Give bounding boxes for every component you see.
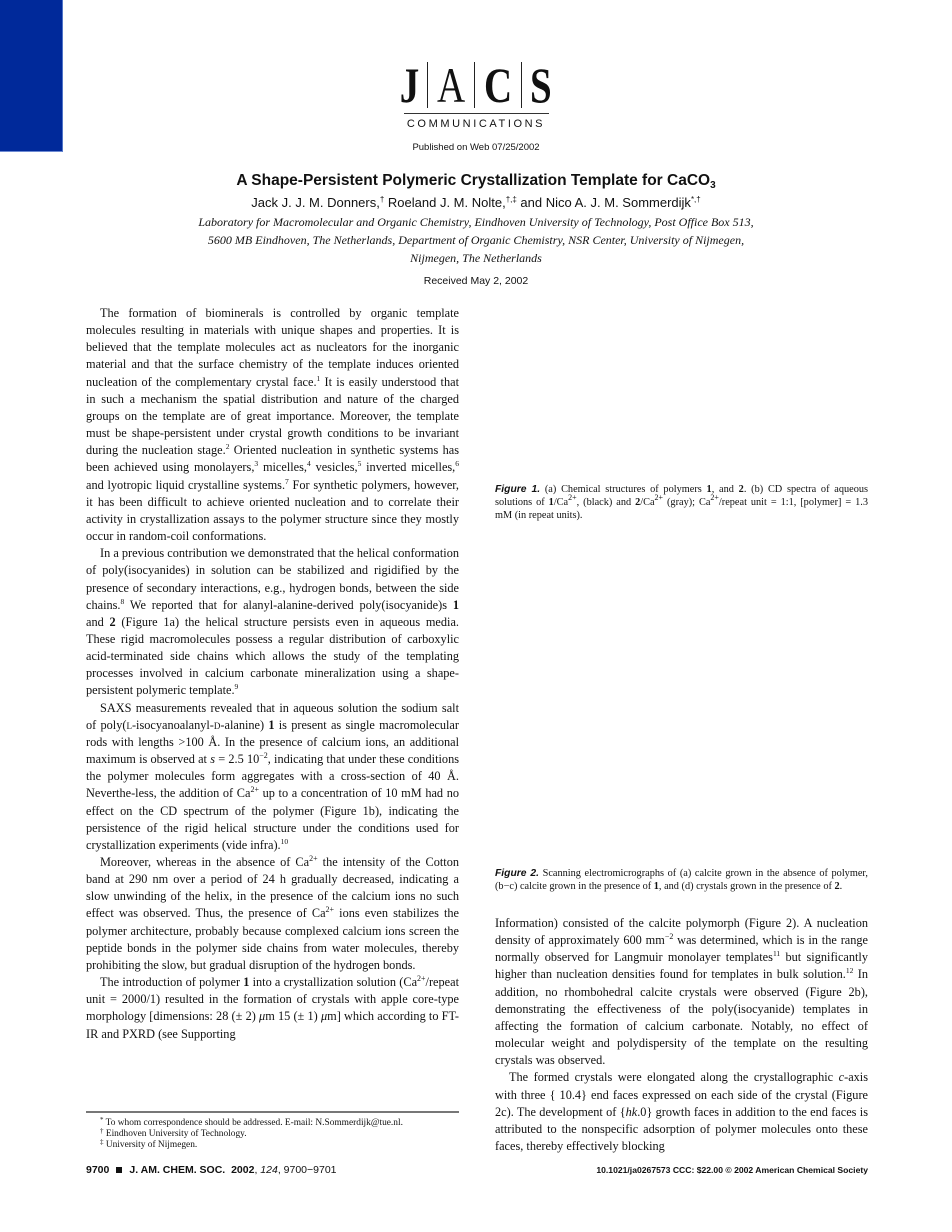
logo-letter-c: C xyxy=(484,57,513,113)
figure-2-caption xyxy=(495,867,868,893)
reference-marker[interactable]: 9 xyxy=(234,682,239,692)
logo-divider xyxy=(521,62,522,108)
right-column xyxy=(495,915,868,1155)
reference-marker[interactable]: 1 xyxy=(316,373,321,383)
footnote-divider xyxy=(86,1111,459,1113)
text-run: (Figure 1a) the helical structure persists even in aqueous media. These rigid macromolecules possess a regular distribution of carboxylic acid-terminated side chains which allows the study of the templating processes involved in calcium carbonate mineralization using a shape-persistent polymeric template. xyxy=(86,614,459,698)
figure-label: Figure 2. xyxy=(495,868,539,879)
text-run: SAXS measurements revealed that in aqueous solution the sodium salt of poly( xyxy=(86,700,459,732)
logo-letter-j: J xyxy=(399,57,420,113)
text-run: Oriented nucleation in synthetic systems has been achieved using monolayers, xyxy=(86,443,459,475)
affiliation-line: Nijmegen, The Netherlands xyxy=(410,251,542,265)
footnote-mark: † xyxy=(100,1127,104,1136)
footnotes xyxy=(100,1118,460,1152)
publication-year: 2002 xyxy=(231,1164,255,1176)
text-run: but significantly higher than nucleation densities found for templates in bulk solution. xyxy=(495,950,868,982)
caption-text: (a) Chemical structures of polymers xyxy=(540,484,707,495)
paragraph xyxy=(86,545,459,699)
footnote-mark: * xyxy=(100,1116,104,1124)
caption-text: Scanning electromicrographs of (a) calcite grown in the absence of polymer, (b−c) calcite grown in the presence of xyxy=(495,868,868,892)
reference-marker[interactable]: 4 xyxy=(307,459,311,469)
unit-symbol: μ xyxy=(320,1009,328,1024)
footnote-affiliation xyxy=(100,1129,460,1140)
reference-marker[interactable]: 7 xyxy=(285,476,289,486)
compound-number: 2 xyxy=(109,614,116,629)
exponent: −2 xyxy=(259,751,268,761)
figure-label: Figure 1. xyxy=(495,484,541,495)
compound-number: 1 xyxy=(548,497,554,508)
text-run: and lyotropic liquid crystalline systems. xyxy=(86,477,286,492)
journal-abbrev: J. AM. CHEM. SOC. xyxy=(129,1164,226,1176)
author-name: Roeland J. M. Nolte, xyxy=(384,195,506,210)
text-run: .0} growth faces in addition to the end faces is attributed to the nonspecific adsorption of polymer molecules onto these faces, thereby effectively blocking xyxy=(495,1104,868,1154)
reference-marker[interactable]: 2 xyxy=(225,442,230,452)
author-name: Jack J. J. M. Donners, xyxy=(251,195,380,210)
text-run: For synthetic polymers, however, it has been difficult to achieve oriented nucleation and to correlate their activity in crystallization assays to the polymer structure since they mostly occur in random-coil conformations. xyxy=(86,477,459,544)
reference-marker[interactable]: 10 xyxy=(280,836,289,846)
article-title xyxy=(100,171,852,191)
caption-text: , and xyxy=(711,484,739,495)
paragraph xyxy=(86,305,459,545)
text-run: is present as single macromolecular rods with lengths >100 Å. In the presence of calcium ions, an additional maximum is observed at xyxy=(86,717,459,767)
article-header xyxy=(100,171,852,287)
logo-letter-a: A xyxy=(436,57,466,113)
ion-charge: 2+ xyxy=(417,974,426,984)
text-run: The formation of biominerals is controlled by organic template molecules resulting in materials with unique shapes and properties. It is believed that the template molecules act as nucleators for the inorganic material and that the surface chemistry of the template induces oriented nucleation of the complementary crystal face. xyxy=(86,306,459,389)
logo-letter-s: S xyxy=(530,57,552,113)
text-run: It is easily understood that in such a mechanism the spatial distribution and nature of the charged groups on the template are of great importance. Moreover, the template must be shape-persistent under crystal growth conditions to be invariant during the nucleation stage. xyxy=(86,374,459,458)
text-run: inverted micelles, xyxy=(361,460,456,475)
doi-copyright: 10.1021/ja0267573 CCC: $22.00 © 2002 American Chemical Society xyxy=(596,1165,868,1175)
compound-number: 2 xyxy=(635,497,641,508)
unit-symbol: μ xyxy=(259,1009,266,1024)
figure-2-image xyxy=(495,530,868,860)
text-run: micelles, xyxy=(258,460,308,475)
math-variable: c xyxy=(838,1070,845,1085)
text-run: the intensity of the Cotton band at 290 nm over a period of 24 h gradually decreased, indicating a slow unwinding of the helix, in the presence of the calcium ions no such effect was observed. Thus, the presence of Ca xyxy=(86,855,460,921)
math-variable: s xyxy=(210,752,215,767)
text-run: m 15 (± 1) xyxy=(265,1009,321,1024)
text-run: The introduction of polymer xyxy=(100,975,244,990)
footnote-text: To whom correspondence should be addressed. E-mail: N.Sommerdijk@tue.nl. xyxy=(103,1118,403,1128)
affiliations xyxy=(100,213,852,267)
footnote-text: University of Nijmegen. xyxy=(103,1140,198,1151)
caption-text: . xyxy=(839,881,843,892)
ion-charge: 2+ xyxy=(568,493,577,502)
received-date: Received May 2, 2002 xyxy=(423,275,529,287)
title-text: A Shape-Persistent Polymeric Crystallization Template for CaCO xyxy=(236,172,711,189)
jacs-logo xyxy=(393,57,559,113)
footnote-correspondence xyxy=(100,1118,460,1129)
exponent: −2 xyxy=(664,932,674,942)
reference-marker[interactable]: 3 xyxy=(254,459,259,469)
caption-text: /Ca xyxy=(640,497,655,508)
text-run: Information) consisted of the calcite polymorph (Figure 2). A nucleation density of approximately 600 mm xyxy=(495,916,868,948)
ion-charge: 2+ xyxy=(710,493,719,502)
paragraph xyxy=(86,854,459,974)
author-list xyxy=(100,194,852,212)
text-run: and xyxy=(86,614,110,629)
paragraph xyxy=(495,1069,868,1155)
figure-1-caption xyxy=(495,483,868,522)
logo-divider xyxy=(474,62,475,108)
published-date: Published on Web 07/25/2002 xyxy=(412,142,540,153)
paragraph xyxy=(86,974,459,1043)
author-marks: †,‡ xyxy=(505,195,517,204)
text-run: /repeat unit = 2000/1) resulted in the formation of crystals with apple core-type morphology [dimensions: 28 (± 2) xyxy=(86,975,459,1024)
reference-marker[interactable]: 6 xyxy=(455,459,460,469)
masthead xyxy=(0,58,952,153)
compound-number: 2 xyxy=(738,484,744,495)
ion-charge: 2+ xyxy=(309,854,318,863)
text-run: was determined, which is in the range normally observed for Langmuir monolayer templates xyxy=(495,933,868,965)
section-label: COMMUNICATIONS xyxy=(406,118,546,130)
footnote-mark: ‡ xyxy=(100,1138,104,1147)
caption-text: /repeat unit = 1:1, [polymer] = 1.3 mM (in repeat units). xyxy=(495,497,868,521)
reference-marker[interactable]: 12 xyxy=(845,966,854,976)
page-number: 9700 xyxy=(86,1164,110,1176)
compound-number: 1 xyxy=(268,717,275,732)
author-marks: *,† xyxy=(690,195,701,204)
math-variable: hk xyxy=(625,1104,638,1119)
text-run: 10 xyxy=(246,752,260,767)
reference-marker[interactable]: 11 xyxy=(772,949,781,959)
square-bullet-icon xyxy=(116,1167,122,1173)
ion-charge: 2+ xyxy=(325,905,335,915)
page-footer-citation: 9700 J. AM. CHEM. SOC. 2002, 124, 9700−9701 xyxy=(86,1164,337,1176)
volume: 124 xyxy=(260,1164,278,1176)
masthead-rule xyxy=(404,113,549,114)
text-run: -axis with three { 10.4} end faces expressed on each side of the crystal (Figure 2c). The development of { xyxy=(495,1070,868,1119)
text-run: Moreover, whereas in the absence of Ca xyxy=(100,855,310,869)
text-run: vesicles, xyxy=(310,460,358,475)
author-name: and Nico A. J. M. Sommerdijk xyxy=(516,195,691,210)
text-run: -isocyanoalanyl- xyxy=(131,717,214,732)
ion-charge: 2+ xyxy=(654,493,664,502)
caption-text: , (black) and xyxy=(576,497,636,508)
reference-marker[interactable]: 5 xyxy=(357,459,362,469)
left-column xyxy=(86,305,459,1043)
compound-number: 1 xyxy=(452,597,459,612)
title-subscript: 3 xyxy=(710,180,716,191)
author-marks: † xyxy=(379,195,385,204)
paragraph xyxy=(86,700,459,854)
caption-text: /Ca xyxy=(553,497,569,508)
caption-text: , and (d) crystals grown in the presence of xyxy=(658,881,835,892)
text-run: , indicating that under these conditions the polymer molecules form aggregates with a cross-section of 40 Å. Neverthe-less, the addition of Ca xyxy=(86,752,459,801)
paragraph xyxy=(495,915,868,1069)
text-run: We reported that for alanyl-alanine-derived poly(isocyanide)s xyxy=(124,597,453,612)
text-run: m] which according to FT-IR and PXRD (see Supporting xyxy=(86,1009,459,1041)
text-run: -alanine) xyxy=(220,717,269,732)
footnote-affiliation xyxy=(100,1140,460,1151)
text-run: up to a concentration of 10 mM had no effect on the CD spectrum of the polymer (Figure 1b), indicating the persistence of the rigid helical structure under the conditions used for crystallization experiments (vide infra). xyxy=(86,786,460,852)
stereo-descriptor: d xyxy=(213,717,221,732)
ion-charge: 2+ xyxy=(250,785,259,795)
text-run: = 2.5 xyxy=(214,752,247,767)
compound-number: 1 xyxy=(706,484,712,495)
caption-text: . (b) CD spectra of aqueous solutions of xyxy=(495,484,869,508)
affiliation-line: Laboratory for Macromolecular and Organic Chemistry, Eindhoven University of Technology, Post Office Box 513, xyxy=(198,215,754,229)
compound-number: 1 xyxy=(653,881,659,892)
text-run: ions even stabilizes the polymer architecture, probably because complexed calcium ions screen the peptide bonds in the polymer side chains from water molecules, thereby prohibiting the slow, but gradual disruption of the hydrogen bonds. xyxy=(86,906,459,972)
text-run: into a crystallization solution (Ca xyxy=(249,975,418,990)
reference-marker[interactable]: 8 xyxy=(120,596,125,606)
text-run: In addition, no rhombohedral calcite crystals were observed (Figure 2b), demonstrating the effectiveness of the poly(isocyanide) templates in affecting the formation of calcium carbonate. Notably, no effect of molecular weight and polydispersity of the template on the resulting crystals was observed. xyxy=(495,967,868,1068)
text-run: In a previous contribution we demonstrated that the helical conformation of poly(isocyanides) in solution can be stabilized and rigidified by the presence of secondary interactions, e.g., hydrogen bonds, between the side chains. xyxy=(86,546,459,612)
figure-1-image xyxy=(495,305,868,475)
compound-number: 2 xyxy=(834,881,840,892)
footnote-text: Eindhoven University of Technology. xyxy=(103,1129,247,1140)
compound-number: 1 xyxy=(243,975,250,990)
logo-divider xyxy=(427,62,428,108)
caption-text: (gray); Ca xyxy=(663,497,711,508)
text-run: The formed crystals were elongated along the crystallographic xyxy=(509,1070,839,1085)
stereo-descriptor: l xyxy=(126,717,132,732)
affiliation-line: 5600 MB Eindhoven, The Netherlands, Department of Organic Chemistry, NSR Center, University of Nijmegen, xyxy=(207,233,745,247)
page-range: 9700−9701 xyxy=(283,1164,337,1176)
